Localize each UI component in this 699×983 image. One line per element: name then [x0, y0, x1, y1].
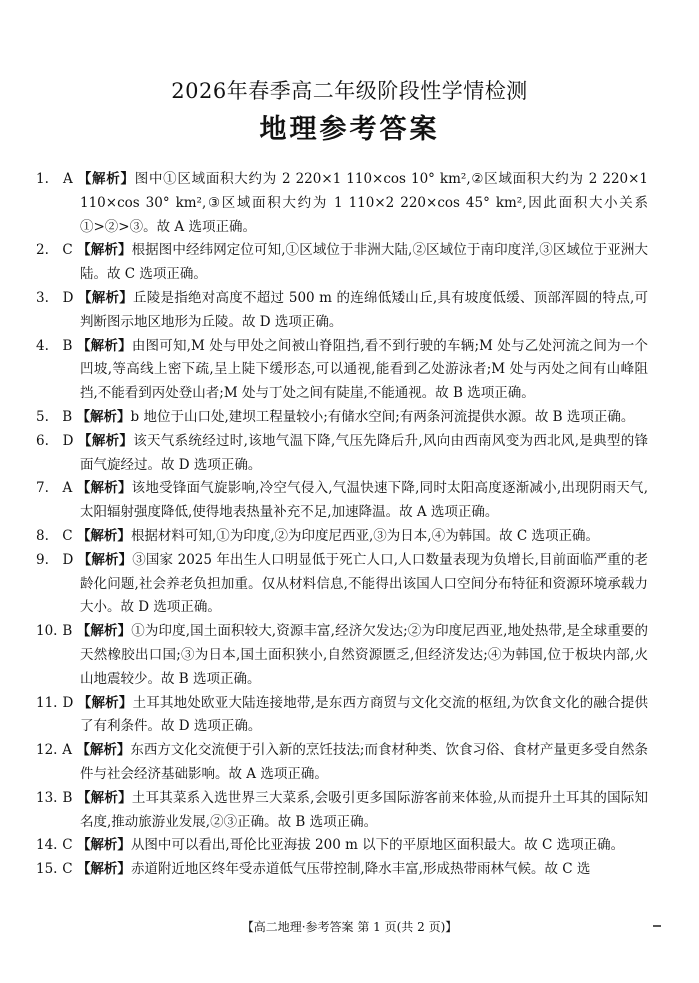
- analysis-tag: 【解析】: [76, 408, 131, 425]
- page-title: 2026年春季高二年级阶段性学情检测: [171, 79, 528, 103]
- answer-choice: C: [62, 242, 73, 259]
- answer-item: 10. B 【解析】①为印度,国土面积较大,资源丰富,经济欠发达;②为印度尼西亚,地处热带,是全球重要的天然橡胶出口国;③为日本,国土面积狭小,自然资源匮乏,但经济发达;④为韩国,位于板块内部,火山地震较少。故 B 选项正确。: [36, 623, 649, 687]
- answer-explanation: 根据材料可知,①为印度,②为印度尼西亚,③为日本,④为韩国。故 C 选项正确。: [130, 527, 600, 544]
- answer-item: 4. B 【解析】由图可知,M 处与甲处之间被山脊阻挡,看不到行驶的车辆;M 处与乙处河流之间为一个凹坡,等高线上密下疏,呈上陡下缓形态,可以通视,能看到乙处游泳者;M 处与丙处之间有山峰阻挡,不能看到丙处登山者;M 处与丁处之间有陡崖,不能通视。故 B 选项正确。: [36, 337, 649, 402]
- answer-item: 2. C 【解析】根据图中经纬网定位可知,①区域位于非洲大陆,②区域位于南印度洋,③区域位于亚洲大陆。故 C 选项正确。: [36, 242, 649, 283]
- answer-item: 1. A 【解析】图中①区域面积大约为 2 220×1 110×cos 10° km²,②区域面积大约为 2 220×1 110×cos 30° km²,③区域面积大约为 1 110×2 220×cos 45° km²,因此面积大小关系①>②>③。故 A 选项正确。: [36, 171, 649, 235]
- answer-item: 15. C 【解析】赤道附近地区终年受赤道低气压带控制,降水丰富,形成热带雨林气候。故 C 选: [36, 861, 591, 878]
- answer-explanation: 丘陵是指绝对高度不超过 500 m 的连绵低矮山丘,具有坡度低缓、顶部浑圆的特点,可判断图示地区地形为丘陵。故 D 选项正确。: [80, 289, 649, 330]
- answer-choice: A: [62, 742, 73, 759]
- answer-explanation: 土耳其地处欧亚大陆连接地带,是东西方商贸与文化交流的枢纽,为饮食文化的融合提供了有利条件。故 D 选项正确。: [80, 694, 648, 735]
- answer-explanation: 赤道附近地区终年受赤道低气压带控制,降水丰富,形成热带雨林气候。故 C 选: [130, 861, 591, 878]
- answer-choice: D: [62, 551, 74, 568]
- answer-choice: B: [62, 623, 73, 640]
- answer-item: 8. C 【解析】根据材料可知,①为印度,②为印度尼西亚,③为日本,④为韩国。故 C 选项正确。: [36, 527, 600, 544]
- answer-explanation: b 地位于山口处,建坝工程量较小;有储水空间;有两条河流提供水源。故 B 选项正确。: [130, 408, 635, 425]
- answer-choice: D: [62, 289, 74, 306]
- analysis-tag: 【解析】: [76, 337, 132, 354]
- answer-explanation: 根据图中经纬网定位可知,①区域位于非洲大陆,②区域位于南印度洋,③区域位于亚洲大陆。故 C 选项正确。: [80, 242, 649, 283]
- answer-explanation: 该天气系统经过时,该地气温下降,气压先降后升,风向由西南风变为西北风,是典型的锋面气旋经过。故 D 选项正确。: [80, 432, 649, 473]
- answer-choice: B: [62, 789, 73, 806]
- answer-choice: B: [62, 408, 73, 425]
- answer-choice: C: [62, 861, 73, 878]
- analysis-tag: 【解析】: [77, 551, 133, 568]
- corner-mark: [653, 925, 661, 927]
- page-footer: 【高二地理·参考答案 第 1 页(共 2 页)】: [241, 920, 458, 934]
- answer-explanation: 图中①区域面积大约为 2 220×1 110×cos 10° km²,②区域面积大约为 2 220×1 110×cos 30° km²,③区域面积大约为 1 110×2 220×cos 45° km²,因此面积大小关系①>②>③。故 A 选项正确。: [80, 171, 649, 235]
- answer-list: [36, 168, 649, 882]
- answer-choice: D: [62, 694, 74, 711]
- answer-choice: B: [62, 337, 73, 354]
- answer-explanation: 由图可知,M 处与甲处之间被山脊阻挡,看不到行驶的车辆;M 处与乙处河流之间为一个凹坡,等高线上密下疏,呈上陡下缓形态,可以通视,能看到乙处游泳者;M 处与丙处之间有山峰阻挡,不能看到丙处登山者;M 处与丁处之间有陡崖,不能通视。故 B 选项正确。: [80, 337, 649, 402]
- analysis-tag: 【解析】: [77, 694, 133, 711]
- analysis-tag: 【解析】: [76, 527, 131, 544]
- page-subtitle: 地理参考答案: [259, 114, 440, 145]
- answer-explanation: 土耳其菜系入选世界三大菜系,会吸引更多国际游客前来体验,从而提升土耳其的国际知名度,推动旅游业发展,②③正确。故 B 选项正确。: [80, 789, 649, 830]
- analysis-tag: 【解析】: [77, 289, 133, 306]
- answer-item: 14. C 【解析】从图中可以看出,哥伦比亚海拔 200 m 以下的平原地区面积最大。故 C 选项正确。: [36, 837, 625, 854]
- answer-item: 7. A 【解析】该地受锋面气旋影响,冷空气侵入,气温快速下降,同时太阳高度逐渐减小,出现阴雨天气,太阳辐射强度降低,使得地表热量补充不足,加速降温。故 A 选项正确。: [36, 480, 648, 521]
- analysis-tag: 【解析】: [76, 742, 131, 759]
- answer-explanation: 从图中可以看出,哥伦比亚海拔 200 m 以下的平原地区面积最大。故 C 选项正确。: [130, 837, 625, 854]
- answer-choice: C: [62, 527, 73, 544]
- answer-item: 11. D 【解析】土耳其地处欧亚大陆连接地带,是东西方商贸与文化交流的枢纽,为饮食文化的融合提供了有利条件。故 D 选项正确。: [36, 694, 648, 735]
- answer-item: 5. B 【解析】b 地位于山口处,建坝工程量较小;有储水空间;有两条河流提供水源。故 B 选项正确。: [36, 408, 635, 425]
- answer-item: 9. D 【解析】③国家 2025 年出生人口明显低于死亡人口,人口数量表现为负增长,目前面临严重的老龄化问题,社会养老负担加重。仅从材料信息,不能得出该国人口空间分布特征和资源环境承载力大小。故 D 选项正确。: [36, 551, 648, 616]
- analysis-tag: 【解析】: [78, 432, 134, 449]
- answer-choice: A: [63, 171, 73, 187]
- answer-explanation: ①为印度,国土面积较大,资源丰富,经济欠发达;②为印度尼西亚,地处热带,是全球重要的天然橡胶出口国;③为日本,国土面积狭小,自然资源匮乏,但经济发达;④为韩国,位于板块内部,火山地震较少。故 B 选项正确。: [80, 623, 649, 687]
- answer-item: 3. D 【解析】丘陵是指绝对高度不超过 500 m 的连绵低矮山丘,具有坡度低缓、顶部浑圆的特点,可判断图示地区地形为丘陵。故 D 选项正确。: [36, 289, 649, 330]
- answer-explanation: 该地受锋面气旋影响,冷空气侵入,气温快速下降,同时太阳高度逐渐减小,出现阴雨天气,太阳辐射强度降低,使得地表热量补充不足,加速降温。故 A 选项正确。: [80, 480, 648, 521]
- analysis-tag: 【解析】: [77, 242, 132, 259]
- analysis-tag: 【解析】: [76, 623, 132, 640]
- answer-choice: C: [62, 837, 73, 854]
- analysis-tag: 【解析】: [76, 837, 131, 854]
- answer-item: 12. A 【解析】东西方文化交流便于引入新的烹饪技法;而食材种类、饮食习俗、食材产量更多受自然条件与社会经济基础影响。故 A 选项正确。: [36, 742, 648, 782]
- analysis-tag: 【解析】: [76, 861, 131, 878]
- analysis-tag: 【解析】: [76, 789, 132, 806]
- analysis-tag: 【解析】: [76, 480, 132, 497]
- answer-item: 6. D 【解析】该天气系统经过时,该地气温下降,气压先降后升,风向由西南风变为西北风,是典型的锋面气旋经过。故 D 选项正确。: [36, 432, 649, 473]
- analysis-tag: 【解析】: [77, 171, 135, 187]
- answer-explanation: ③国家 2025 年出生人口明显低于死亡人口,人口数量表现为负增长,目前面临严重的老龄化问题,社会养老负担加重。仅从材料信息,不能得出该国人口空间分布特征和资源环境承载力大小。故 D 选项正确。: [80, 551, 648, 616]
- answer-choice: A: [62, 480, 73, 497]
- answer-choice: D: [62, 432, 74, 449]
- answer-item: 13. B 【解析】土耳其菜系入选世界三大菜系,会吸引更多国际游客前来体验,从而提升土耳其的国际知名度,推动旅游业发展,②③正确。故 B 选项正确。: [36, 789, 649, 830]
- answer-explanation: 东西方文化交流便于引入新的烹饪技法;而食材种类、饮食习俗、食材产量更多受自然条件与社会经济基础影响。故 A 选项正确。: [80, 742, 648, 782]
